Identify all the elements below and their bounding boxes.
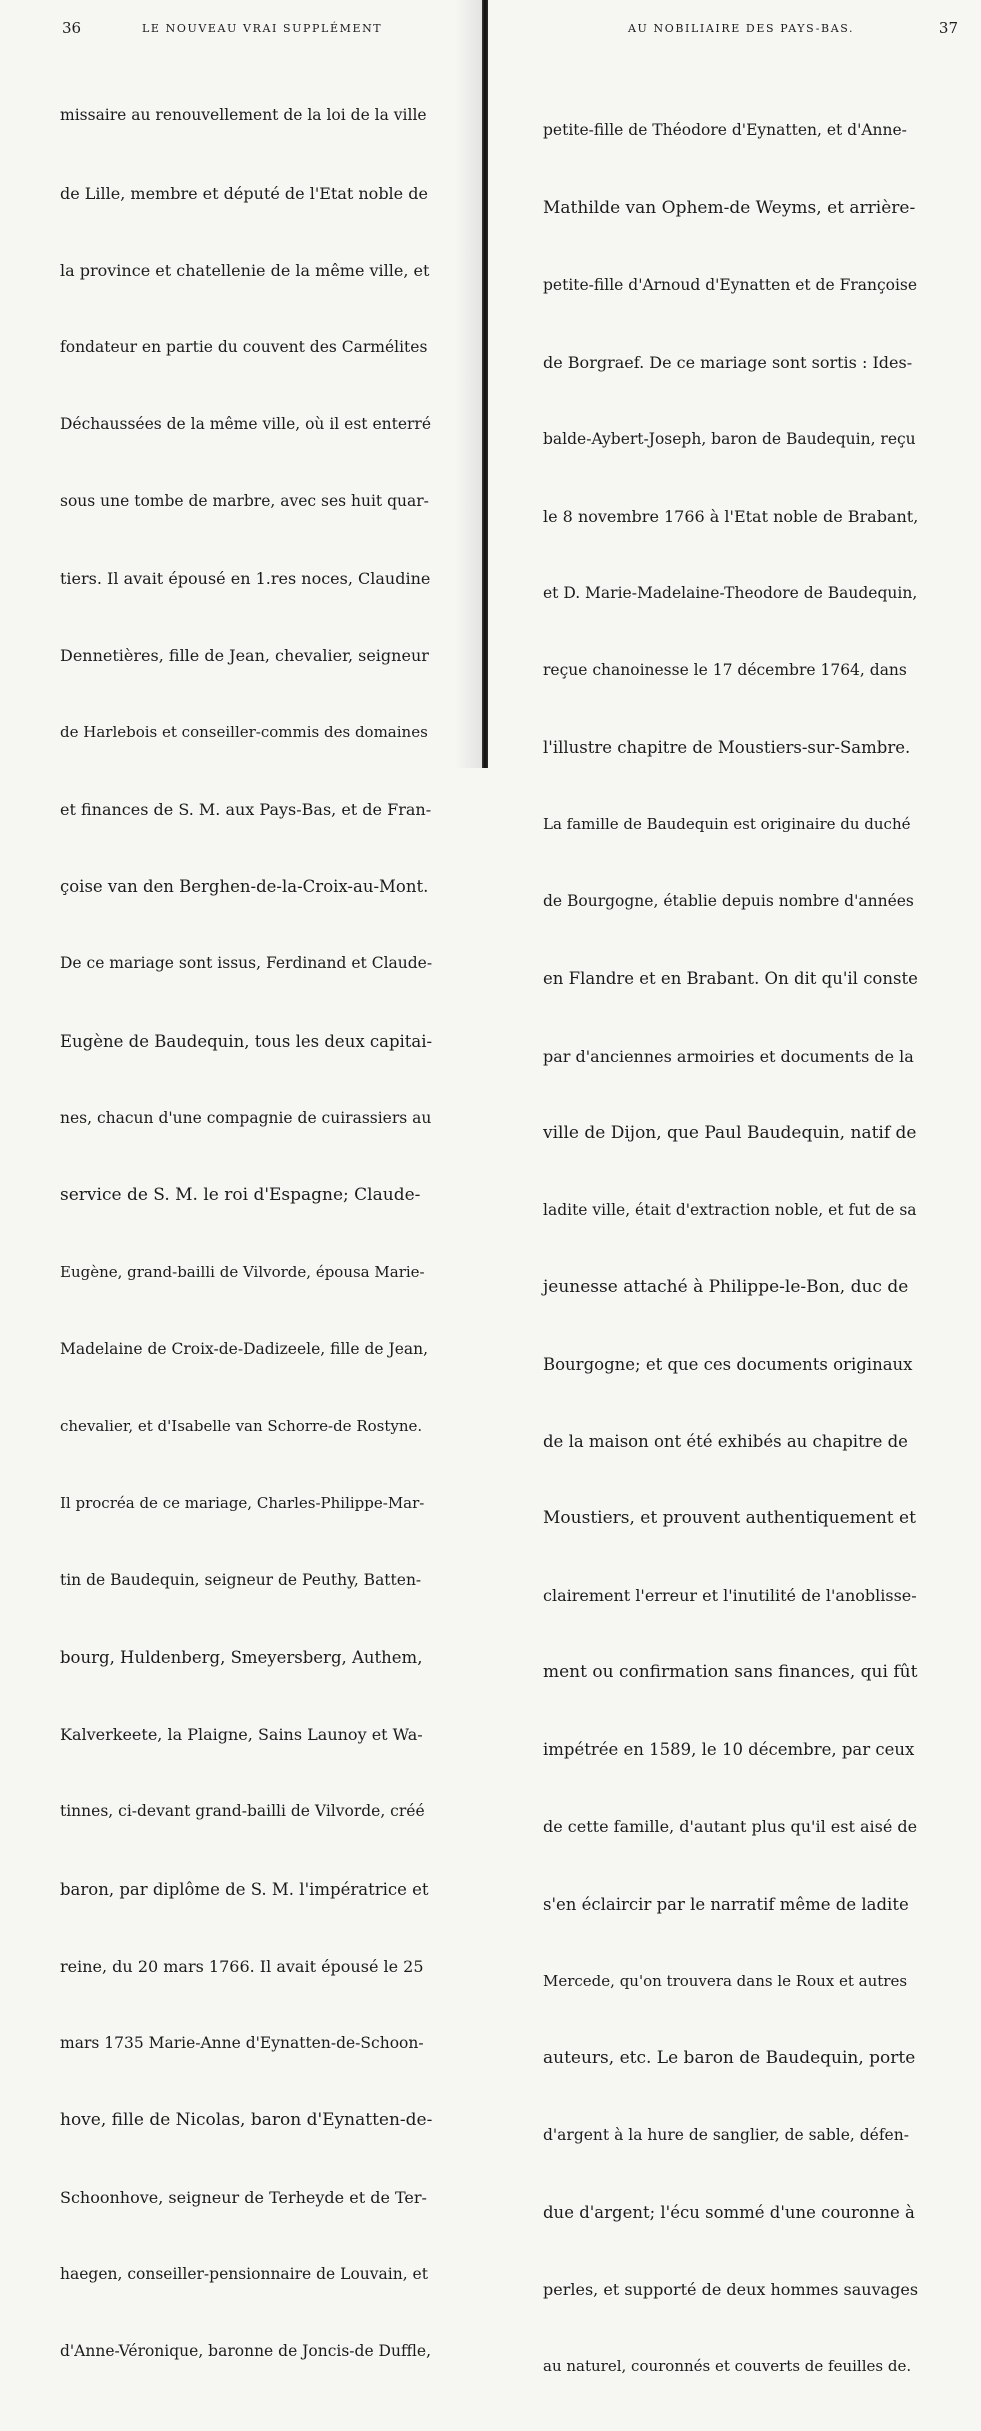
text-line: impétrée en 1589, le 10 décembre, par ceux	[543, 1740, 915, 1760]
text-line: service de S. M. le roi d'Espagne; Claude-	[60, 1184, 421, 1205]
text-line: de Borgraef. De ce mariage sont sortis : Ides-	[543, 352, 913, 372]
text-line: ville de Dijon, que Paul Baudequin, natif de	[543, 1122, 917, 1143]
left-running-head: LE NOUVEAU VRAI SUPPLÉMENT	[142, 22, 383, 35]
text-line: Kalverkeete, la Plaigne, Sains Launoy et Wa-	[60, 1725, 423, 1745]
text-line: le 8 novembre 1766 à l'Etat noble de Brabant,	[543, 506, 919, 526]
right-page	[488, 0, 981, 2376]
text-line: Mathilde van Ophem-de Weyms, et arrière-	[543, 197, 916, 218]
text-line: fondateur en partie du couvent des Carmélites	[60, 337, 428, 356]
text-line: au naturel, couronnés et couverts de feuilles de.	[543, 2357, 912, 2376]
text-line: sous une tombe de marbre, avec ses huit quar-	[60, 491, 429, 510]
text-line: reçue chanoinesse le 17 décembre 1764, dans	[543, 661, 907, 680]
text-line: mars 1735 Marie-Anne d'Eynatten-de-Schoon-	[60, 2033, 424, 2052]
text-line: bourg, Huldenberg, Smeyersberg, Authem,	[60, 1648, 423, 1668]
text-line: haegen, conseiller-pensionnaire de Louvain, et	[60, 2265, 428, 2284]
text-line: par d'anciennes armoiries et documents de la	[543, 1046, 914, 1066]
text-line: ladite ville, était d'extraction noble, et fut de sa	[543, 1200, 917, 1219]
text-line: en Flandre et en Brabant. On dit qu'il conste	[543, 969, 918, 989]
text-line: balde-Aybert-Joseph, baron de Baudequin, reçu	[543, 429, 916, 448]
right-page-text	[543, 67, 918, 2431]
text-line: perles, et supporté de deux hommes sauvages	[543, 2280, 919, 2300]
text-line: Madelaine de Croix-de-Dadizeele, fille de Jean,	[60, 1339, 429, 1358]
right-running-head: AU NOBILIAIRE DES PAYS-BAS.	[628, 22, 855, 35]
text-line: et D. Marie-Madelaine-Theodore de Baudequin,	[543, 583, 918, 602]
text-line: Eugène de Baudequin, tous les deux capitai-	[60, 1031, 433, 1051]
text-line: Déchaussées de la même ville, où il est enterré	[60, 414, 432, 433]
text-line: petite-fille d'Arnoud d'Eynatten et de Françoise	[543, 275, 918, 294]
left-page-text	[60, 52, 432, 2416]
left-page-number: 36	[62, 19, 82, 37]
right-page-header	[628, 19, 958, 42]
text-line: Mercede, qu'on trouvera dans le Roux et autres	[543, 1971, 908, 1990]
text-line: çoise van den Berghen-de-la-Croix-au-Mont.	[60, 877, 429, 897]
text-line: De ce mariage sont issus, Ferdinand et Claude-	[60, 954, 433, 973]
text-line: de la maison ont été exhibés au chapitre de	[543, 1432, 908, 1451]
text-line: d'Anne-Véronique, baronne de Joncis-de Duffle,	[60, 2342, 432, 2361]
text-line: la province et chatellenie de la même ville, et	[60, 260, 430, 280]
text-line: Il procréa de ce mariage, Charles-Philippe-Mar-	[60, 1494, 425, 1513]
text-line: due d'argent; l'écu sommé d'une couronne à	[543, 2202, 915, 2222]
text-line: Dennetières, fille de Jean, chevalier, seigneur	[60, 646, 429, 666]
text-line: s'en éclaircir par le narratif même de ladite	[543, 1894, 909, 1914]
left-page	[0, 0, 482, 2361]
text-line: tin de Baudequin, seigneur de Peuthy, Batten-	[60, 1571, 422, 1590]
right-page-number: 37	[938, 19, 958, 37]
text-line: Schoonhove, seigneur de Terheyde et de Ter-	[60, 2187, 427, 2207]
text-line: l'illustre chapitre de Moustiers-sur-Sambre.	[543, 738, 911, 758]
left-page-header	[62, 19, 422, 42]
text-line: de Harlebois et conseiller-commis des domaines	[60, 723, 428, 742]
text-line: auteurs, etc. Le baron de Baudequin, porte	[543, 2047, 916, 2068]
text-line: hove, fille de Nicolas, baron d'Eynatten-de-	[60, 2109, 433, 2130]
text-line: Bourgogne; et que ces documents originaux	[543, 1354, 913, 1374]
text-line: de cette famille, d'autant plus qu'il est aisé de	[543, 1817, 918, 1837]
text-line: jeunesse attaché à Philippe-le-Bon, duc de	[543, 1276, 909, 1297]
text-line: petite-fille de Théodore d'Eynatten, et d'Anne-	[543, 121, 907, 140]
text-line: reine, du 20 mars 1766. Il avait épousé le 25	[60, 1956, 424, 1976]
text-line: tiers. Il avait épousé en 1.res noces, Claudine	[60, 568, 431, 588]
text-line: nes, chacun d'une compagnie de cuirassiers au	[60, 1108, 432, 1127]
text-line: missaire au renouvellement de la loi de la ville	[60, 106, 427, 125]
text-line: de Bourgogne, établie depuis nombre d'années	[543, 892, 914, 911]
text-line: baron, par diplôme de S. M. l'impératrice et	[60, 1879, 429, 1899]
text-line: clairement l'erreur et l'inutilité de l'anoblisse-	[543, 1586, 917, 1606]
text-line: ment ou confirmation sans finances, qui fût	[543, 1662, 918, 1683]
text-line: La famille de Baudequin est originaire du duché	[543, 815, 911, 834]
text-line: et finances de S. M. aux Pays-Bas, et de Fran-	[60, 800, 432, 820]
text-line: de Lille, membre et député de l'Etat noble de	[60, 183, 428, 203]
text-line: tinnes, ci-devant grand-bailli de Vilvorde, créé	[60, 1802, 425, 1821]
text-line: Eugène, grand-bailli de Vilvorde, épousa Marie-	[60, 1262, 425, 1281]
text-line: chevalier, et d'Isabelle van Schorre-de Rostyne.	[60, 1417, 423, 1435]
text-line: Moustiers, et prouvent authentiquement et	[543, 1508, 916, 1529]
text-line: d'argent à la hure de sanglier, de sable, défen-	[543, 2125, 909, 2144]
